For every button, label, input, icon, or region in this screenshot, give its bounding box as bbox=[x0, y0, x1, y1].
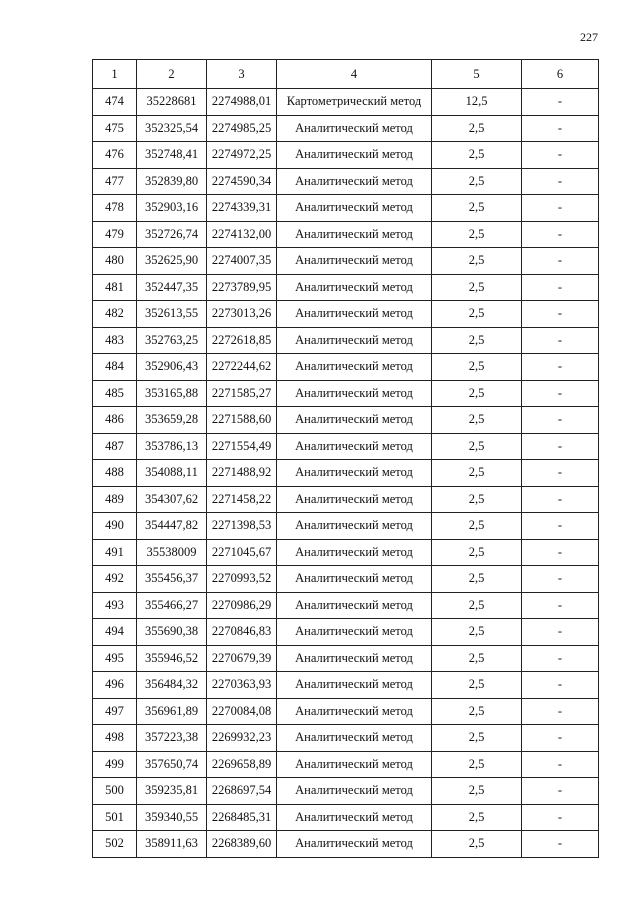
table-row bbox=[93, 804, 599, 831]
point-number-cell: 485 bbox=[93, 380, 137, 407]
y-coordinate-cell: 2271588,60 bbox=[207, 407, 277, 434]
method-cell: Аналитический метод bbox=[277, 301, 432, 328]
table-row bbox=[93, 195, 599, 222]
table-row bbox=[93, 751, 599, 778]
point-number-cell: 499 bbox=[93, 751, 137, 778]
note-cell: - bbox=[522, 380, 599, 407]
note-cell: - bbox=[522, 645, 599, 672]
x-coordinate-cell: 354447,82 bbox=[137, 513, 207, 540]
table-row bbox=[93, 619, 599, 646]
point-number-cell: 479 bbox=[93, 221, 137, 248]
x-coordinate-cell: 352625,90 bbox=[137, 248, 207, 275]
y-coordinate-cell: 2274972,25 bbox=[207, 142, 277, 169]
method-cell: Аналитический метод bbox=[277, 195, 432, 222]
point-number-cell: 489 bbox=[93, 486, 137, 513]
note-cell: - bbox=[522, 513, 599, 540]
y-coordinate-cell: 2271045,67 bbox=[207, 539, 277, 566]
x-coordinate-cell: 359340,55 bbox=[137, 804, 207, 831]
method-cell: Аналитический метод bbox=[277, 221, 432, 248]
note-cell: - bbox=[522, 407, 599, 434]
x-coordinate-cell: 353659,28 bbox=[137, 407, 207, 434]
accuracy-cell: 2,5 bbox=[432, 751, 522, 778]
accuracy-cell: 2,5 bbox=[432, 539, 522, 566]
accuracy-cell: 2,5 bbox=[432, 407, 522, 434]
method-cell: Аналитический метод bbox=[277, 672, 432, 699]
y-coordinate-cell: 2271488,92 bbox=[207, 460, 277, 487]
y-coordinate-cell: 2269932,23 bbox=[207, 725, 277, 752]
y-coordinate-cell: 2272244,62 bbox=[207, 354, 277, 381]
table-row bbox=[93, 698, 599, 725]
table-row bbox=[93, 248, 599, 275]
note-cell: - bbox=[522, 460, 599, 487]
method-cell: Аналитический метод bbox=[277, 115, 432, 142]
accuracy-cell: 2,5 bbox=[432, 804, 522, 831]
point-number-cell: 487 bbox=[93, 433, 137, 460]
x-coordinate-cell: 358911,63 bbox=[137, 831, 207, 858]
point-number-cell: 497 bbox=[93, 698, 137, 725]
accuracy-cell: 2,5 bbox=[432, 354, 522, 381]
x-coordinate-cell: 355946,52 bbox=[137, 645, 207, 672]
y-coordinate-cell: 2270986,29 bbox=[207, 592, 277, 619]
y-coordinate-cell: 2268485,31 bbox=[207, 804, 277, 831]
x-coordinate-cell: 352763,25 bbox=[137, 327, 207, 354]
y-coordinate-cell: 2273789,95 bbox=[207, 274, 277, 301]
x-coordinate-cell: 354088,11 bbox=[137, 460, 207, 487]
note-cell: - bbox=[522, 327, 599, 354]
table-row bbox=[93, 645, 599, 672]
accuracy-cell: 12,5 bbox=[432, 89, 522, 116]
y-coordinate-cell: 2273013,26 bbox=[207, 301, 277, 328]
table-body bbox=[93, 89, 599, 858]
table-row bbox=[93, 221, 599, 248]
point-number-cell: 486 bbox=[93, 407, 137, 434]
method-cell: Аналитический метод bbox=[277, 274, 432, 301]
table-header-row bbox=[93, 60, 599, 89]
note-cell: - bbox=[522, 698, 599, 725]
point-number-cell: 498 bbox=[93, 725, 137, 752]
point-number-cell: 481 bbox=[93, 274, 137, 301]
point-number-cell: 483 bbox=[93, 327, 137, 354]
point-number-cell: 474 bbox=[93, 89, 137, 116]
x-coordinate-cell: 352903,16 bbox=[137, 195, 207, 222]
method-cell: Аналитический метод bbox=[277, 698, 432, 725]
y-coordinate-cell: 2268389,60 bbox=[207, 831, 277, 858]
table-row bbox=[93, 778, 599, 805]
y-coordinate-cell: 2274132,00 bbox=[207, 221, 277, 248]
note-cell: - bbox=[522, 778, 599, 805]
table-row bbox=[93, 539, 599, 566]
x-coordinate-cell: 35538009 bbox=[137, 539, 207, 566]
method-cell: Аналитический метод bbox=[277, 354, 432, 381]
coordinates-table bbox=[92, 59, 599, 858]
accuracy-cell: 2,5 bbox=[432, 592, 522, 619]
x-coordinate-cell: 355466,27 bbox=[137, 592, 207, 619]
accuracy-cell: 2,5 bbox=[432, 513, 522, 540]
column-header: 6 bbox=[522, 60, 599, 89]
point-number-cell: 493 bbox=[93, 592, 137, 619]
point-number-cell: 477 bbox=[93, 168, 137, 195]
method-cell: Аналитический метод bbox=[277, 248, 432, 275]
table-row bbox=[93, 89, 599, 116]
accuracy-cell: 2,5 bbox=[432, 619, 522, 646]
x-coordinate-cell: 352726,74 bbox=[137, 221, 207, 248]
y-coordinate-cell: 2272618,85 bbox=[207, 327, 277, 354]
note-cell: - bbox=[522, 831, 599, 858]
accuracy-cell: 2,5 bbox=[432, 327, 522, 354]
accuracy-cell: 2,5 bbox=[432, 301, 522, 328]
point-number-cell: 501 bbox=[93, 804, 137, 831]
method-cell: Аналитический метод bbox=[277, 539, 432, 566]
point-number-cell: 492 bbox=[93, 566, 137, 593]
x-coordinate-cell: 357223,38 bbox=[137, 725, 207, 752]
point-number-cell: 480 bbox=[93, 248, 137, 275]
point-number-cell: 478 bbox=[93, 195, 137, 222]
note-cell: - bbox=[522, 672, 599, 699]
accuracy-cell: 2,5 bbox=[432, 380, 522, 407]
y-coordinate-cell: 2270363,93 bbox=[207, 672, 277, 699]
table-row bbox=[93, 831, 599, 858]
point-number-cell: 476 bbox=[93, 142, 137, 169]
method-cell: Картометрический метод bbox=[277, 89, 432, 116]
accuracy-cell: 2,5 bbox=[432, 195, 522, 222]
point-number-cell: 488 bbox=[93, 460, 137, 487]
column-header: 4 bbox=[277, 60, 432, 89]
column-header: 1 bbox=[93, 60, 137, 89]
y-coordinate-cell: 2270679,39 bbox=[207, 645, 277, 672]
table-row bbox=[93, 115, 599, 142]
y-coordinate-cell: 2268697,54 bbox=[207, 778, 277, 805]
table-row bbox=[93, 301, 599, 328]
table-row bbox=[93, 407, 599, 434]
column-header: 3 bbox=[207, 60, 277, 89]
accuracy-cell: 2,5 bbox=[432, 142, 522, 169]
point-number-cell: 496 bbox=[93, 672, 137, 699]
accuracy-cell: 2,5 bbox=[432, 831, 522, 858]
note-cell: - bbox=[522, 221, 599, 248]
note-cell: - bbox=[522, 142, 599, 169]
table-row bbox=[93, 433, 599, 460]
y-coordinate-cell: 2270993,52 bbox=[207, 566, 277, 593]
x-coordinate-cell: 359235,81 bbox=[137, 778, 207, 805]
column-header: 2 bbox=[137, 60, 207, 89]
method-cell: Аналитический метод bbox=[277, 168, 432, 195]
y-coordinate-cell: 2271585,27 bbox=[207, 380, 277, 407]
point-number-cell: 502 bbox=[93, 831, 137, 858]
x-coordinate-cell: 355690,38 bbox=[137, 619, 207, 646]
note-cell: - bbox=[522, 301, 599, 328]
method-cell: Аналитический метод bbox=[277, 725, 432, 752]
y-coordinate-cell: 2271398,53 bbox=[207, 513, 277, 540]
method-cell: Аналитический метод bbox=[277, 619, 432, 646]
column-header: 5 bbox=[432, 60, 522, 89]
note-cell: - bbox=[522, 168, 599, 195]
note-cell: - bbox=[522, 195, 599, 222]
method-cell: Аналитический метод bbox=[277, 592, 432, 619]
note-cell: - bbox=[522, 619, 599, 646]
method-cell: Аналитический метод bbox=[277, 804, 432, 831]
point-number-cell: 482 bbox=[93, 301, 137, 328]
point-number-cell: 500 bbox=[93, 778, 137, 805]
note-cell: - bbox=[522, 804, 599, 831]
x-coordinate-cell: 352325,54 bbox=[137, 115, 207, 142]
x-coordinate-cell: 353165,88 bbox=[137, 380, 207, 407]
y-coordinate-cell: 2271458,22 bbox=[207, 486, 277, 513]
x-coordinate-cell: 352906,43 bbox=[137, 354, 207, 381]
note-cell: - bbox=[522, 751, 599, 778]
table-row bbox=[93, 327, 599, 354]
note-cell: - bbox=[522, 486, 599, 513]
x-coordinate-cell: 356484,32 bbox=[137, 672, 207, 699]
method-cell: Аналитический метод bbox=[277, 513, 432, 540]
method-cell: Аналитический метод bbox=[277, 327, 432, 354]
table-row bbox=[93, 725, 599, 752]
note-cell: - bbox=[522, 592, 599, 619]
x-coordinate-cell: 352613,55 bbox=[137, 301, 207, 328]
x-coordinate-cell: 353786,13 bbox=[137, 433, 207, 460]
table-row bbox=[93, 592, 599, 619]
x-coordinate-cell: 357650,74 bbox=[137, 751, 207, 778]
y-coordinate-cell: 2269658,89 bbox=[207, 751, 277, 778]
y-coordinate-cell: 2274007,35 bbox=[207, 248, 277, 275]
x-coordinate-cell: 352748,41 bbox=[137, 142, 207, 169]
table-row bbox=[93, 142, 599, 169]
table-row bbox=[93, 168, 599, 195]
note-cell: - bbox=[522, 89, 599, 116]
y-coordinate-cell: 2270084,08 bbox=[207, 698, 277, 725]
accuracy-cell: 2,5 bbox=[432, 115, 522, 142]
accuracy-cell: 2,5 bbox=[432, 460, 522, 487]
accuracy-cell: 2,5 bbox=[432, 168, 522, 195]
accuracy-cell: 2,5 bbox=[432, 698, 522, 725]
y-coordinate-cell: 2270846,83 bbox=[207, 619, 277, 646]
note-cell: - bbox=[522, 725, 599, 752]
table-row bbox=[93, 274, 599, 301]
method-cell: Аналитический метод bbox=[277, 433, 432, 460]
method-cell: Аналитический метод bbox=[277, 460, 432, 487]
point-number-cell: 475 bbox=[93, 115, 137, 142]
page-number: 227 bbox=[580, 30, 598, 44]
method-cell: Аналитический метод bbox=[277, 566, 432, 593]
note-cell: - bbox=[522, 354, 599, 381]
note-cell: - bbox=[522, 539, 599, 566]
method-cell: Аналитический метод bbox=[277, 380, 432, 407]
table-row bbox=[93, 380, 599, 407]
table-row bbox=[93, 486, 599, 513]
note-cell: - bbox=[522, 566, 599, 593]
table-row bbox=[93, 460, 599, 487]
x-coordinate-cell: 356961,89 bbox=[137, 698, 207, 725]
method-cell: Аналитический метод bbox=[277, 751, 432, 778]
table-row bbox=[93, 354, 599, 381]
point-number-cell: 484 bbox=[93, 354, 137, 381]
table-row bbox=[93, 513, 599, 540]
y-coordinate-cell: 2274988,01 bbox=[207, 89, 277, 116]
y-coordinate-cell: 2274339,31 bbox=[207, 195, 277, 222]
y-coordinate-cell: 2271554,49 bbox=[207, 433, 277, 460]
x-coordinate-cell: 354307,62 bbox=[137, 486, 207, 513]
x-coordinate-cell: 352447,35 bbox=[137, 274, 207, 301]
y-coordinate-cell: 2274985,25 bbox=[207, 115, 277, 142]
accuracy-cell: 2,5 bbox=[432, 486, 522, 513]
method-cell: Аналитический метод bbox=[277, 486, 432, 513]
accuracy-cell: 2,5 bbox=[432, 221, 522, 248]
accuracy-cell: 2,5 bbox=[432, 248, 522, 275]
method-cell: Аналитический метод bbox=[277, 142, 432, 169]
point-number-cell: 491 bbox=[93, 539, 137, 566]
accuracy-cell: 2,5 bbox=[432, 778, 522, 805]
accuracy-cell: 2,5 bbox=[432, 672, 522, 699]
y-coordinate-cell: 2274590,34 bbox=[207, 168, 277, 195]
x-coordinate-cell: 352839,80 bbox=[137, 168, 207, 195]
note-cell: - bbox=[522, 115, 599, 142]
accuracy-cell: 2,5 bbox=[432, 274, 522, 301]
note-cell: - bbox=[522, 433, 599, 460]
point-number-cell: 494 bbox=[93, 619, 137, 646]
accuracy-cell: 2,5 bbox=[432, 645, 522, 672]
accuracy-cell: 2,5 bbox=[432, 433, 522, 460]
method-cell: Аналитический метод bbox=[277, 831, 432, 858]
x-coordinate-cell: 35228681 bbox=[137, 89, 207, 116]
accuracy-cell: 2,5 bbox=[432, 566, 522, 593]
x-coordinate-cell: 355456,37 bbox=[137, 566, 207, 593]
note-cell: - bbox=[522, 274, 599, 301]
method-cell: Аналитический метод bbox=[277, 407, 432, 434]
table-row bbox=[93, 672, 599, 699]
method-cell: Аналитический метод bbox=[277, 778, 432, 805]
point-number-cell: 490 bbox=[93, 513, 137, 540]
point-number-cell: 495 bbox=[93, 645, 137, 672]
method-cell: Аналитический метод bbox=[277, 645, 432, 672]
accuracy-cell: 2,5 bbox=[432, 725, 522, 752]
table-row bbox=[93, 566, 599, 593]
note-cell: - bbox=[522, 248, 599, 275]
